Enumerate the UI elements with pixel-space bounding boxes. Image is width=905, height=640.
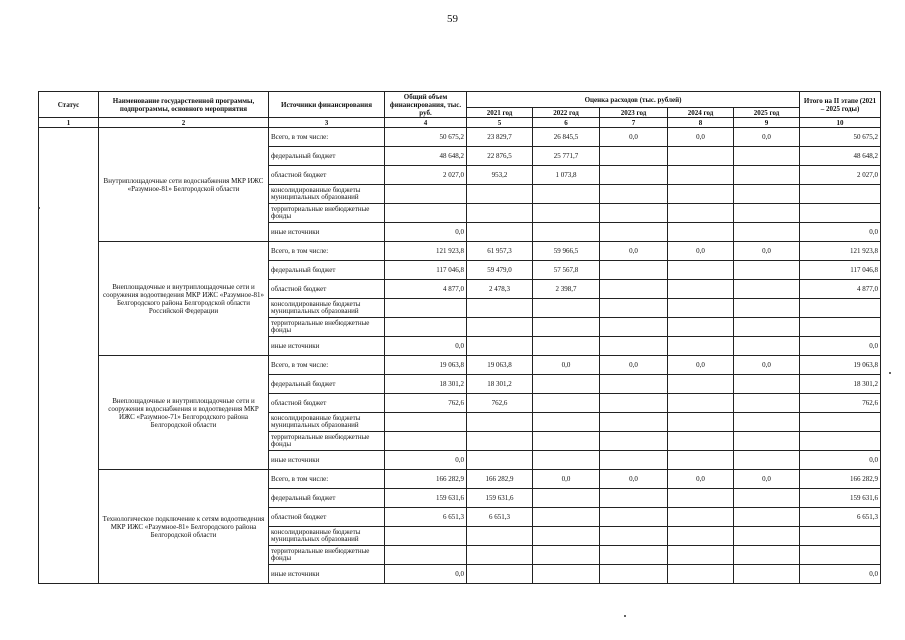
cell-2025 (734, 318, 800, 337)
column-number: 1 (39, 118, 99, 128)
cell-total (385, 318, 467, 337)
financing-source: иные источники (269, 565, 385, 584)
cell-stage-total: 18 301,2 (800, 375, 881, 394)
cell-2024: 0,0 (668, 356, 734, 375)
financing-source: Всего, в том числе: (269, 128, 385, 147)
cell-2022 (533, 546, 600, 565)
cell-2025 (734, 508, 800, 527)
table-row (39, 356, 881, 375)
header-status: Статус (39, 92, 99, 118)
cell-stage-total (800, 318, 881, 337)
financing-source: консолидированные бюджеты муниципальных образований (269, 185, 385, 204)
cell-2023 (600, 432, 668, 451)
cell-2025 (734, 299, 800, 318)
cell-2022 (533, 318, 600, 337)
cell-2024 (668, 527, 734, 546)
cell-total (385, 432, 467, 451)
cell-2023 (600, 223, 668, 242)
table-row (39, 242, 881, 261)
financing-source: областной бюджет (269, 508, 385, 527)
cell-total: 48 648,2 (385, 147, 467, 166)
cell-total: 166 282,9 (385, 470, 467, 489)
cell-2025: 0,0 (734, 242, 800, 261)
cell-total: 18 301,2 (385, 375, 467, 394)
cell-2022 (533, 489, 600, 508)
cell-2021 (467, 546, 533, 565)
cell-2022: 0,0 (533, 470, 600, 489)
cell-2023: 0,0 (600, 128, 668, 147)
cell-2022 (533, 185, 600, 204)
financing-source: территориальные внебюджетные фонды (269, 318, 385, 337)
cell-2021: 762,6 (467, 394, 533, 413)
financing-source: областной бюджет (269, 280, 385, 299)
cell-2021: 2 478,3 (467, 280, 533, 299)
cell-stage-total: 6 651,3 (800, 508, 881, 527)
cell-2021 (467, 185, 533, 204)
financing-source: Всего, в том числе: (269, 470, 385, 489)
cell-total: 19 063,8 (385, 356, 467, 375)
cell-2023 (600, 166, 668, 185)
cell-2022: 25 771,7 (533, 147, 600, 166)
scan-speck (38, 207, 40, 209)
cell-stage-total (800, 204, 881, 223)
cell-2021 (467, 223, 533, 242)
cell-2024: 0,0 (668, 470, 734, 489)
cell-2023 (600, 299, 668, 318)
column-number: 5 (467, 118, 533, 128)
cell-2021: 6 651,3 (467, 508, 533, 527)
cell-2021 (467, 451, 533, 470)
cell-2021 (467, 413, 533, 432)
cell-2024 (668, 375, 734, 394)
header-year-2025: 2025 год (734, 108, 800, 118)
cell-2025 (734, 527, 800, 546)
cell-total: 121 923,8 (385, 242, 467, 261)
cell-2024 (668, 223, 734, 242)
cell-stage-total: 117 046,8 (800, 261, 881, 280)
financing-source: территориальные внебюджетные фонды (269, 546, 385, 565)
cell-2023 (600, 147, 668, 166)
cell-2021: 19 063,8 (467, 356, 533, 375)
cell-2021 (467, 318, 533, 337)
header-name: Наименование государственной программы, подпрограммы, основного мероприятия (99, 92, 269, 118)
cell-2022: 0,0 (533, 356, 600, 375)
cell-stage-total: 0,0 (800, 223, 881, 242)
cell-2025: 0,0 (734, 470, 800, 489)
cell-2025 (734, 489, 800, 508)
cell-2024 (668, 508, 734, 527)
financing-source: федеральный бюджет (269, 147, 385, 166)
cell-2023 (600, 185, 668, 204)
cell-2025 (734, 413, 800, 432)
cell-2021 (467, 204, 533, 223)
cell-2021 (467, 337, 533, 356)
cell-stage-total: 762,6 (800, 394, 881, 413)
cell-2024 (668, 147, 734, 166)
cell-total: 0,0 (385, 565, 467, 584)
cell-2023 (600, 204, 668, 223)
financing-source: консолидированные бюджеты муниципальных образований (269, 299, 385, 318)
financing-source: федеральный бюджет (269, 375, 385, 394)
cell-2024 (668, 546, 734, 565)
column-number: 3 (269, 118, 385, 128)
financing-source: иные источники (269, 451, 385, 470)
cell-total: 4 877,0 (385, 280, 467, 299)
cell-total (385, 185, 467, 204)
cell-total: 0,0 (385, 337, 467, 356)
cell-total (385, 299, 467, 318)
cell-total: 6 651,3 (385, 508, 467, 527)
cell-2025 (734, 280, 800, 299)
cell-2025 (734, 394, 800, 413)
cell-2023 (600, 451, 668, 470)
cell-stage-total (800, 299, 881, 318)
header-sources: Источники финансирования (269, 92, 385, 118)
cell-2021 (467, 432, 533, 451)
cell-2023 (600, 565, 668, 584)
cell-2022 (533, 527, 600, 546)
cell-2025: 0,0 (734, 356, 800, 375)
scan-speck (889, 372, 891, 374)
cell-2024 (668, 261, 734, 280)
cell-2022 (533, 508, 600, 527)
financing-source: территориальные внебюджетные фонды (269, 432, 385, 451)
cell-stage-total: 2 027,0 (800, 166, 881, 185)
cell-total (385, 546, 467, 565)
cell-2021: 23 829,7 (467, 128, 533, 147)
column-number: 10 (800, 118, 881, 128)
status-cell (39, 128, 99, 584)
cell-total: 50 675,2 (385, 128, 467, 147)
cell-stage-total (800, 185, 881, 204)
cell-2021: 59 479,0 (467, 261, 533, 280)
cell-2022: 59 966,5 (533, 242, 600, 261)
cell-2025 (734, 565, 800, 584)
cell-stage-total: 0,0 (800, 565, 881, 584)
measure-name: Технологическое подключение к сетям водоотведения МКР ИЖС «Разумное-81» Белгородского района Белгородской области (99, 470, 269, 584)
header-year-2023: 2023 год (600, 108, 668, 118)
cell-2021: 61 957,3 (467, 242, 533, 261)
measure-name: Внутриплощадочные сети водоснабжения МКР ИЖС «Разумное-81» Белгородской области (99, 128, 269, 242)
cell-2025 (734, 432, 800, 451)
measure-name: Внеплощадочные и внутриплощадочные сети и сооружения водоотведения МКР ИЖС «Разумное-81» Белгородского района Белгородской области Российской Федерации (99, 242, 269, 356)
cell-2024: 0,0 (668, 128, 734, 147)
cell-2022: 2 398,7 (533, 280, 600, 299)
cell-stage-total: 0,0 (800, 451, 881, 470)
cell-stage-total: 19 063,8 (800, 356, 881, 375)
financing-source: иные источники (269, 337, 385, 356)
cell-2022 (533, 413, 600, 432)
header-total: Общий объем финансирования, тыс. руб. (385, 92, 467, 118)
cell-total: 159 631,6 (385, 489, 467, 508)
cell-2022 (533, 337, 600, 356)
cell-2024 (668, 204, 734, 223)
cell-2024 (668, 318, 734, 337)
cell-2025 (734, 337, 800, 356)
cell-2025 (734, 261, 800, 280)
cell-total: 0,0 (385, 451, 467, 470)
cell-2021: 953,2 (467, 166, 533, 185)
cell-2021: 22 876,5 (467, 147, 533, 166)
cell-2021: 159 631,6 (467, 489, 533, 508)
cell-2024 (668, 337, 734, 356)
cell-2022 (533, 375, 600, 394)
cell-2022: 1 073,8 (533, 166, 600, 185)
cell-2022 (533, 565, 600, 584)
financing-source: консолидированные бюджеты муниципальных образований (269, 413, 385, 432)
cell-stage-total: 166 282,9 (800, 470, 881, 489)
cell-2023 (600, 261, 668, 280)
cell-2024 (668, 299, 734, 318)
cell-2023: 0,0 (600, 356, 668, 375)
header-year-2024: 2024 год (668, 108, 734, 118)
column-number: 2 (99, 118, 269, 128)
cell-2024 (668, 565, 734, 584)
cell-2024 (668, 280, 734, 299)
header-estimate: Оценка расходов (тыс. рублей) (467, 92, 800, 108)
financing-source: областной бюджет (269, 166, 385, 185)
cell-2022 (533, 223, 600, 242)
financing-source: областной бюджет (269, 394, 385, 413)
cell-2022: 26 845,5 (533, 128, 600, 147)
column-number: 4 (385, 118, 467, 128)
cell-2025 (734, 451, 800, 470)
cell-2021: 18 301,2 (467, 375, 533, 394)
cell-stage-total: 4 877,0 (800, 280, 881, 299)
measure-name: Внеплощадочные и внутриплощадочные сети и сооружения водоснабжения и водоотведения МКР ИЖС «Разумное-71» Белгородского района Белгородской области (99, 356, 269, 470)
cell-2023: 0,0 (600, 242, 668, 261)
cell-stage-total: 121 923,8 (800, 242, 881, 261)
cell-2025 (734, 166, 800, 185)
header-year-2022: 2022 год (533, 108, 600, 118)
cell-2023 (600, 337, 668, 356)
column-number: 7 (600, 118, 668, 128)
financing-source: федеральный бюджет (269, 261, 385, 280)
cell-stage-total: 48 648,2 (800, 147, 881, 166)
cell-stage-total (800, 432, 881, 451)
cell-total (385, 527, 467, 546)
cell-total: 2 027,0 (385, 166, 467, 185)
cell-2024 (668, 394, 734, 413)
cell-2024 (668, 451, 734, 470)
cell-2022 (533, 299, 600, 318)
cell-2023 (600, 375, 668, 394)
cell-2022: 57 567,8 (533, 261, 600, 280)
financing-source: Всего, в том числе: (269, 242, 385, 261)
cell-2023 (600, 508, 668, 527)
header-stage-total: Итого на II этапе (2021 – 2025 годы) (800, 92, 881, 118)
cell-2024 (668, 489, 734, 508)
cell-2021 (467, 527, 533, 546)
header-year-2021: 2021 год (467, 108, 533, 118)
scan-speck (624, 615, 626, 617)
page-number: 59 (447, 13, 458, 25)
cell-2022 (533, 204, 600, 223)
cell-2021 (467, 299, 533, 318)
cell-stage-total: 159 631,6 (800, 489, 881, 508)
financing-source: федеральный бюджет (269, 489, 385, 508)
financing-table (38, 91, 881, 584)
cell-total: 762,6 (385, 394, 467, 413)
cell-stage-total (800, 546, 881, 565)
cell-2023 (600, 413, 668, 432)
cell-stage-total (800, 527, 881, 546)
cell-2023 (600, 527, 668, 546)
cell-2024 (668, 432, 734, 451)
cell-2022 (533, 394, 600, 413)
cell-2023 (600, 394, 668, 413)
cell-2024: 0,0 (668, 242, 734, 261)
financing-source: консолидированные бюджеты муниципальных образований (269, 527, 385, 546)
cell-2024 (668, 166, 734, 185)
cell-total (385, 204, 467, 223)
cell-2022 (533, 432, 600, 451)
cell-total: 117 046,8 (385, 261, 467, 280)
cell-2021: 166 282,9 (467, 470, 533, 489)
cell-stage-total (800, 413, 881, 432)
cell-2023 (600, 489, 668, 508)
cell-total: 0,0 (385, 223, 467, 242)
cell-2022 (533, 451, 600, 470)
cell-2023: 0,0 (600, 470, 668, 489)
cell-stage-total: 50 675,2 (800, 128, 881, 147)
cell-2021 (467, 565, 533, 584)
cell-2025 (734, 223, 800, 242)
table-body (39, 128, 881, 584)
cell-2025 (734, 185, 800, 204)
cell-2025 (734, 546, 800, 565)
table-row (39, 128, 881, 147)
column-number: 8 (668, 118, 734, 128)
cell-total (385, 413, 467, 432)
cell-2025 (734, 147, 800, 166)
cell-2023 (600, 318, 668, 337)
cell-2024 (668, 413, 734, 432)
cell-stage-total: 0,0 (800, 337, 881, 356)
financing-source: иные источники (269, 223, 385, 242)
cell-2025 (734, 204, 800, 223)
cell-2023 (600, 546, 668, 565)
cell-2025 (734, 375, 800, 394)
cell-2023 (600, 280, 668, 299)
column-number: 9 (734, 118, 800, 128)
cell-2025: 0,0 (734, 128, 800, 147)
table-row (39, 470, 881, 489)
cell-2024 (668, 185, 734, 204)
financing-source: Всего, в том числе: (269, 356, 385, 375)
column-number: 6 (533, 118, 600, 128)
financing-source: территориальные внебюджетные фонды (269, 204, 385, 223)
